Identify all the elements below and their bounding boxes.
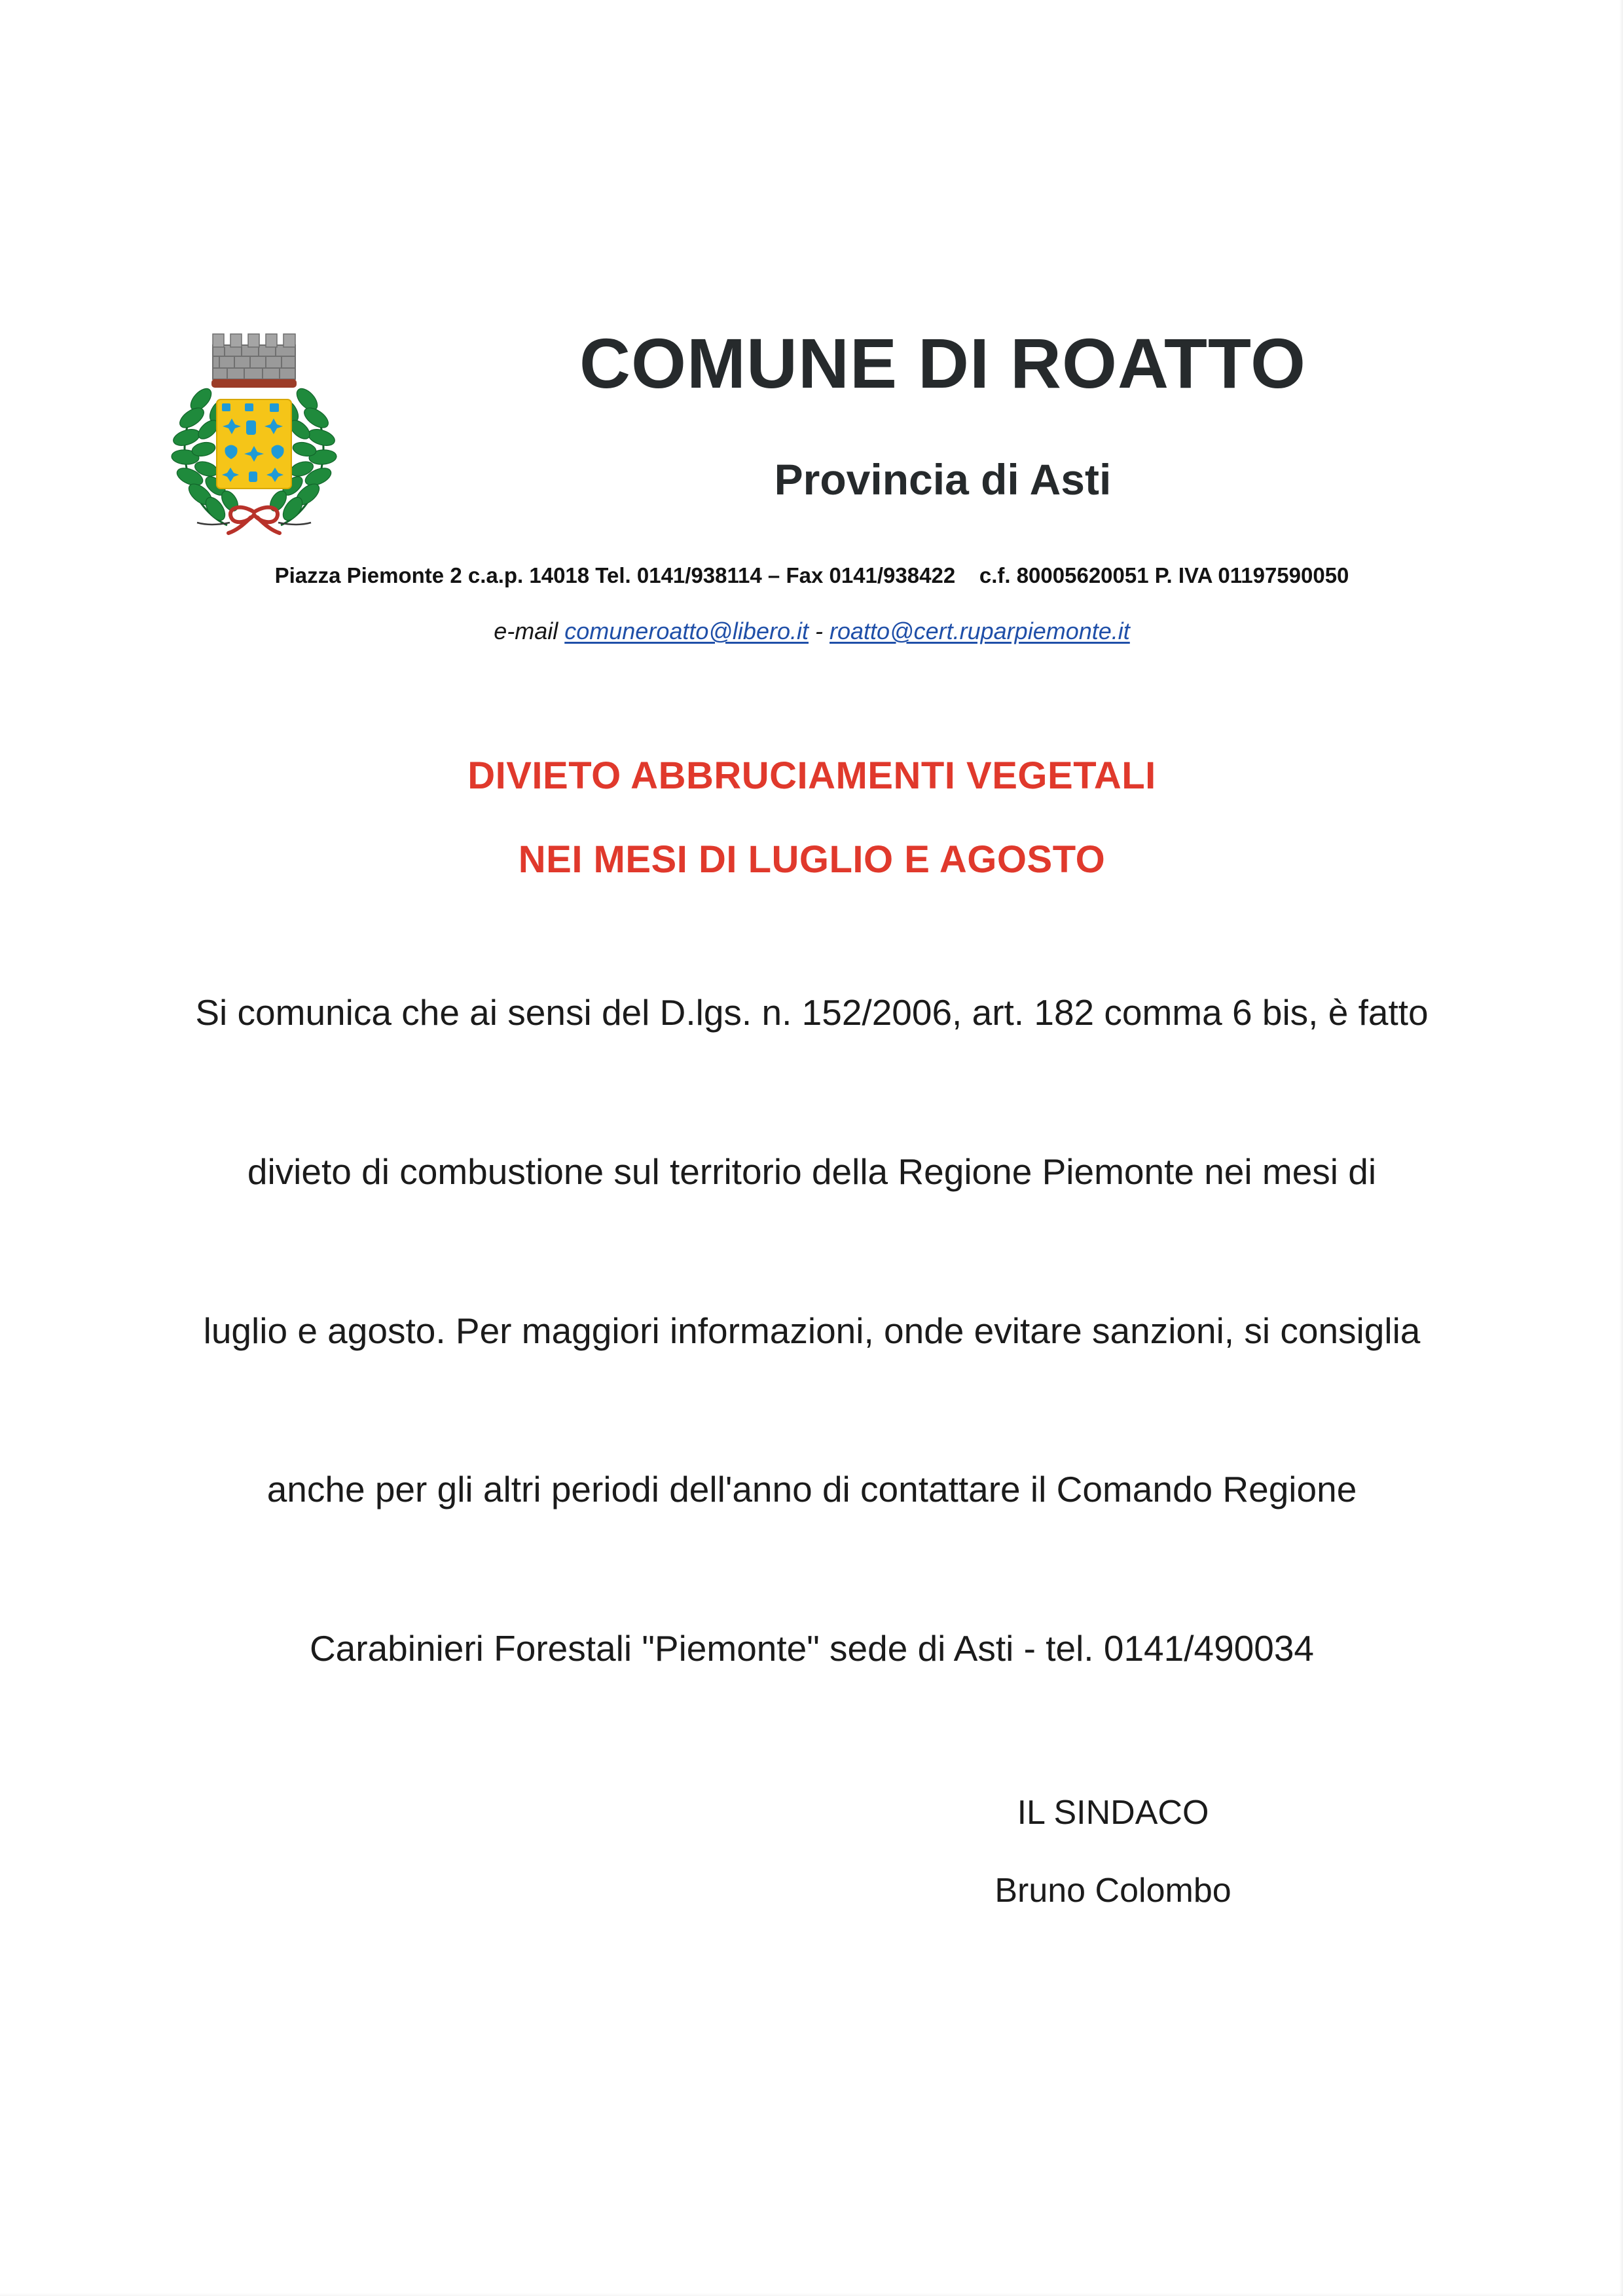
email-label: e-mail — [494, 618, 558, 644]
email-line — [79, 616, 1545, 647]
page-subtitle: Provincia di Asti — [774, 455, 1112, 504]
signature-block — [812, 1794, 1414, 1910]
notice-heading-line-1: DIVIETO ABBRUCIAMENTI VEGETALI — [467, 754, 1156, 797]
letterhead-header — [0, 306, 1623, 644]
email-link-primary[interactable]: comuneroatto@libero.it — [564, 618, 809, 644]
notice-heading-line-2: NEI MESI DI LUGLIO E AGOSTO — [518, 838, 1106, 881]
body-line: Si comunica che ai sensi del D.lgs. n. 152/2006, art. 182 comma 6 bis, è fatto — [195, 992, 1429, 1033]
body-line: anche per gli altri periodi dell'anno di contattare il Comando Regione — [266, 1469, 1357, 1510]
body-line: divieto di combustione sul territorio della Regione Piemonte nei mesi di — [247, 1151, 1377, 1192]
scan-edge-bottom — [0, 2293, 1623, 2296]
notice-body — [79, 994, 1545, 1668]
email-link-pec[interactable]: roatto@cert.ruparpiemonte.it — [830, 618, 1130, 644]
signature-name: Bruno Colombo — [994, 1872, 1231, 1910]
email-separator: - — [815, 618, 823, 644]
body-line: luglio e agosto. Per maggiori informazioni, onde evitare sanzioni, si consiglia — [203, 1310, 1421, 1351]
body-line: Carabinieri Forestali "Piemonte" sede di Asti - tel. 0141/490034 — [309, 1628, 1315, 1669]
coat-of-arms-icon — [159, 314, 349, 537]
contact-info-line: Piazza Piemonte 2 c.a.p. 14018 Tel. 0141/938114 – Fax 0141/938422 c.f. 80005620051 P. IVA 01197590050 — [274, 563, 1349, 587]
page-title: COMUNE DI ROATTO — [579, 324, 1306, 403]
signature-role: IL SINDACO — [1017, 1794, 1209, 1832]
